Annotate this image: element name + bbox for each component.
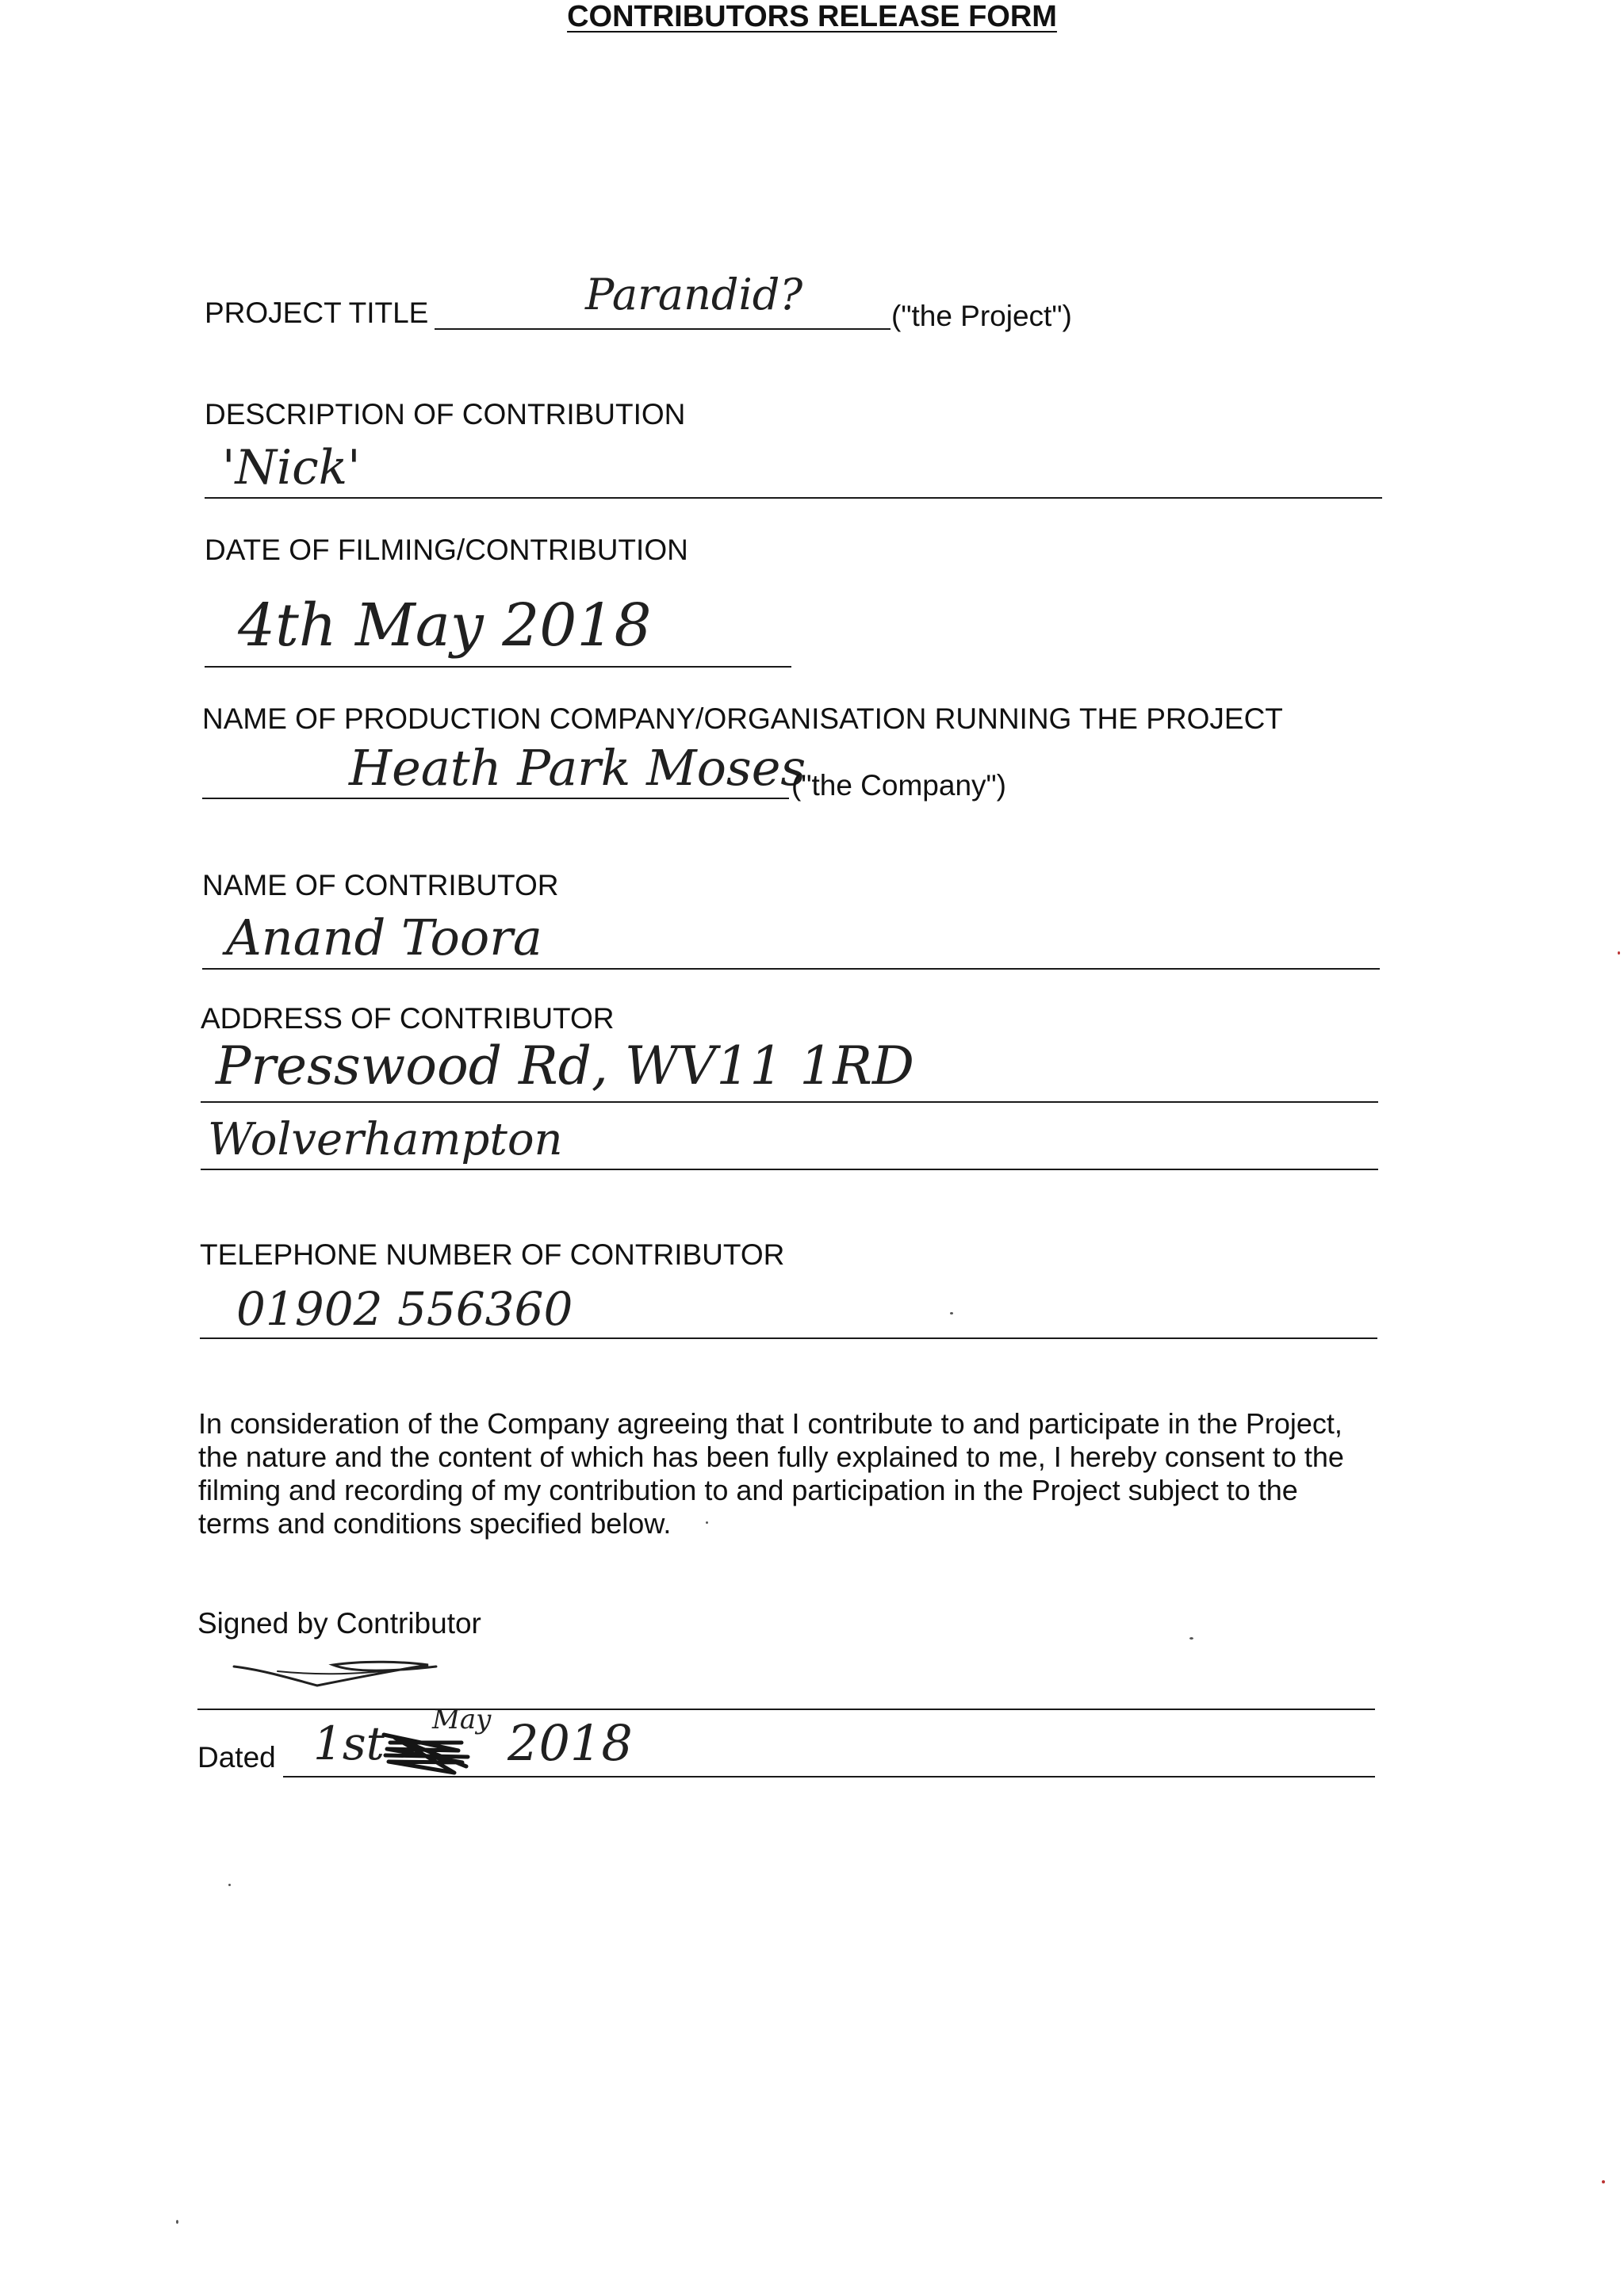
description-value: 'Nick' [222,440,361,496]
dated-label: Dated [197,1741,276,1774]
consent-line: terms and conditions specified below. [198,1507,672,1540]
address-value-1: Presswood Rd, WV11 1RD [216,1035,914,1096]
filming-date-label: DATE OF FILMING/CONTRIBUTION [205,534,688,566]
company-value: Heath Park Moses [349,739,806,797]
project-suffix: ("the Project") [891,300,1072,332]
scan-speck [706,1521,708,1524]
contributor-name-line [202,968,1380,970]
dated-year: 2018 [508,1714,633,1772]
filming-date-line [205,666,791,668]
project-title-line [435,328,891,330]
filming-date-value: 4th May 2018 [238,591,652,660]
signed-label: Signed by Contributor [197,1607,481,1640]
scan-speck [1618,951,1620,955]
dated-day: 1st [313,1716,385,1770]
consent-line: the nature and the content of which has been fully explained to me, I hereby consent to the [198,1441,1344,1473]
company-line [202,798,789,799]
contributor-signature [230,1647,452,1695]
telephone-value: 01902 556360 [236,1282,573,1336]
scan-speck [950,1312,953,1314]
dated-month: May [432,1704,492,1735]
address-label: ADDRESS OF CONTRIBUTOR [201,1002,615,1035]
project-title-value: Parandid? [585,270,803,320]
description-label: DESCRIPTION OF CONTRIBUTION [205,398,686,430]
description-line [205,497,1382,499]
company-label: NAME OF PRODUCTION COMPANY/ORGANISATION RUNNING THE PROJECT [202,702,1283,735]
consent-line: In consideration of the Company agreeing that I contribute to and participate in the Project, [198,1407,1342,1440]
project-title-label: PROJECT TITLE [205,297,429,329]
consent-line: filming and recording of my contribution to and participation in the Project subject to the [198,1474,1298,1506]
address-value-2: Wolverhampton [208,1114,563,1165]
scan-speck [1189,1637,1193,1640]
scan-speck [176,2220,178,2224]
consent-paragraph [198,1407,1435,1540]
address-line-1 [201,1101,1378,1103]
telephone-label: TELEPHONE NUMBER OF CONTRIBUTOR [200,1238,785,1271]
address-line-2 [201,1169,1378,1170]
signature-line [197,1709,1375,1710]
telephone-line [200,1337,1377,1339]
contributor-name-label: NAME OF CONTRIBUTOR [202,869,559,901]
scan-speck [228,1884,231,1886]
company-suffix: ("the Company") [791,769,1006,802]
scan-speck [1602,2180,1605,2183]
form-title: CONTRIBUTORS RELEASE FORM [567,0,1057,33]
contributor-name-value: Anand Toora [226,909,542,966]
